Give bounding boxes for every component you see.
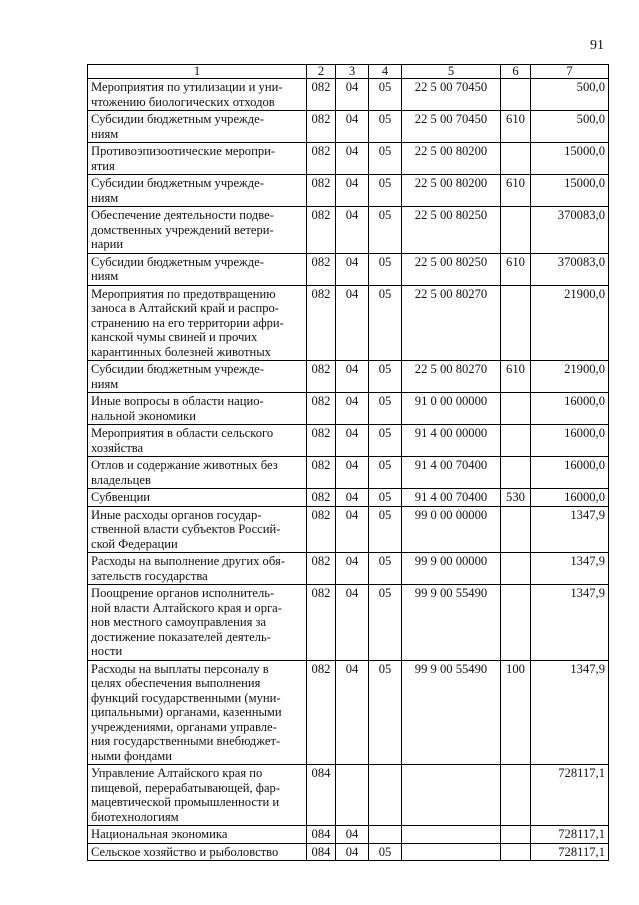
budget-table xyxy=(87,64,609,861)
row-section: 04 xyxy=(336,506,369,553)
row-expense-type: 610 xyxy=(501,361,531,393)
row-subsection xyxy=(369,765,402,826)
row-expense-type xyxy=(501,765,531,826)
row-code: 082 xyxy=(307,111,336,143)
row-target-code: 99 9 00 00000 xyxy=(402,553,501,585)
row-section: 04 xyxy=(336,175,369,207)
row-expense-type xyxy=(501,506,531,553)
row-section: 04 xyxy=(336,826,369,844)
row-amount: 16000,0 xyxy=(531,457,609,489)
row-subsection: 05 xyxy=(369,553,402,585)
table-row xyxy=(88,143,609,175)
table-row xyxy=(88,585,609,661)
row-expense-type xyxy=(501,393,531,425)
row-name: Управление Алтайского края по пищевой, перерабатывающей, фар- мацевтической промышленности и биотехнологиям xyxy=(88,765,307,826)
row-target-code: 91 4 00 00000 xyxy=(402,425,501,457)
row-name: Сельское хозяйство и рыболовство xyxy=(88,843,307,861)
row-target-code: 22 5 00 80270 xyxy=(402,361,501,393)
row-expense-type xyxy=(501,457,531,489)
table-row xyxy=(88,285,609,361)
row-code: 082 xyxy=(307,143,336,175)
row-code: 082 xyxy=(307,175,336,207)
row-name: Мероприятия по утилизации и уни- чтожению биологических отходов xyxy=(88,79,307,111)
row-subsection: 05 xyxy=(369,660,402,765)
row-name: Субсидии бюджетным учрежде- ниям xyxy=(88,175,307,207)
row-name: Расходы на выплаты персоналу в целях обеспечения выполнения функций государственными (муни- ципальными) органами, казенными учреждениями, органами управле- ния государственными внебюджет- ными фондами xyxy=(88,660,307,765)
row-expense-type xyxy=(501,843,531,861)
row-section: 04 xyxy=(336,79,369,111)
row-subsection: 05 xyxy=(369,285,402,361)
row-expense-type: 610 xyxy=(501,253,531,285)
row-amount: 21900,0 xyxy=(531,361,609,393)
column-header: 7 xyxy=(531,65,609,79)
row-name: Субвенции xyxy=(88,489,307,507)
row-code: 082 xyxy=(307,585,336,661)
row-subsection: 05 xyxy=(369,425,402,457)
table-row xyxy=(88,843,609,861)
row-expense-type: 530 xyxy=(501,489,531,507)
table-row xyxy=(88,826,609,844)
row-subsection: 05 xyxy=(369,207,402,254)
row-target-code xyxy=(402,765,501,826)
row-name: Субсидии бюджетным учрежде- ниям xyxy=(88,361,307,393)
table-row xyxy=(88,207,609,254)
row-expense-type xyxy=(501,553,531,585)
row-name: Мероприятия в области сельского хозяйства xyxy=(88,425,307,457)
page-number: 91 xyxy=(590,38,604,53)
row-name: Противоэпизоотические меропри- ятия xyxy=(88,143,307,175)
row-expense-type xyxy=(501,207,531,254)
row-code: 082 xyxy=(307,506,336,553)
row-amount: 728117,1 xyxy=(531,843,609,861)
row-expense-type xyxy=(501,826,531,844)
row-section: 04 xyxy=(336,457,369,489)
row-target-code: 22 5 00 80250 xyxy=(402,207,501,254)
row-name: Отлов и содержание животных без владельцев xyxy=(88,457,307,489)
column-header: 4 xyxy=(369,65,402,79)
row-expense-type: 610 xyxy=(501,111,531,143)
row-target-code: 22 5 00 80200 xyxy=(402,143,501,175)
row-amount: 1347,9 xyxy=(531,506,609,553)
row-amount: 16000,0 xyxy=(531,425,609,457)
row-section: 04 xyxy=(336,660,369,765)
table-row xyxy=(88,660,609,765)
row-name: Мероприятия по предотвращению заноса в Алтайский край и распро- странению на его территории афри- канской чумы свиней и прочих карантинных болезней животных xyxy=(88,285,307,361)
table-row xyxy=(88,506,609,553)
column-header: 3 xyxy=(336,65,369,79)
row-target-code: 99 9 00 55490 xyxy=(402,660,501,765)
row-amount: 21900,0 xyxy=(531,285,609,361)
row-target-code: 99 0 00 00000 xyxy=(402,506,501,553)
row-section: 04 xyxy=(336,285,369,361)
header-row xyxy=(88,65,609,79)
row-code: 082 xyxy=(307,79,336,111)
row-code: 084 xyxy=(307,843,336,861)
row-expense-type: 610 xyxy=(501,175,531,207)
row-subsection: 05 xyxy=(369,253,402,285)
row-section: 04 xyxy=(336,393,369,425)
column-header: 5 xyxy=(402,65,501,79)
row-name: Иные расходы органов государ- ственной власти субъектов Россий- ской Федерации xyxy=(88,506,307,553)
table-row xyxy=(88,111,609,143)
row-name: Субсидии бюджетным учрежде- ниям xyxy=(88,253,307,285)
row-code: 082 xyxy=(307,660,336,765)
row-subsection: 05 xyxy=(369,585,402,661)
row-name: Поощрение органов исполнитель- ной власти Алтайского края и орга- нов местного самоуправления за достижение показателей деятель- ности xyxy=(88,585,307,661)
row-subsection xyxy=(369,826,402,844)
column-header: 6 xyxy=(501,65,531,79)
row-amount: 15000,0 xyxy=(531,143,609,175)
row-name: Субсидии бюджетным учрежде- ниям xyxy=(88,111,307,143)
row-target-code xyxy=(402,826,501,844)
row-name: Обеспечение деятельности подве- домственных учреждений ветери- нарии xyxy=(88,207,307,254)
row-section: 04 xyxy=(336,207,369,254)
row-section: 04 xyxy=(336,253,369,285)
table-row xyxy=(88,393,609,425)
row-amount: 500,0 xyxy=(531,111,609,143)
row-subsection: 05 xyxy=(369,175,402,207)
row-section: 04 xyxy=(336,361,369,393)
row-amount: 728117,1 xyxy=(531,826,609,844)
row-code: 082 xyxy=(307,425,336,457)
row-target-code: 91 4 00 70400 xyxy=(402,489,501,507)
row-code: 082 xyxy=(307,207,336,254)
table-row xyxy=(88,175,609,207)
row-amount: 15000,0 xyxy=(531,175,609,207)
row-section: 04 xyxy=(336,553,369,585)
table-row xyxy=(88,457,609,489)
column-header: 1 xyxy=(88,65,307,79)
table-row xyxy=(88,765,609,826)
row-name: Расходы на выполнение других обя- зательств государства xyxy=(88,553,307,585)
row-target-code xyxy=(402,843,501,861)
column-header: 2 xyxy=(307,65,336,79)
row-section: 04 xyxy=(336,111,369,143)
row-amount: 370083,0 xyxy=(531,253,609,285)
row-amount: 1347,9 xyxy=(531,553,609,585)
row-name: Национальная экономика xyxy=(88,826,307,844)
row-code: 082 xyxy=(307,361,336,393)
row-subsection: 05 xyxy=(369,457,402,489)
row-amount: 370083,0 xyxy=(531,207,609,254)
row-expense-type xyxy=(501,425,531,457)
table-row xyxy=(88,79,609,111)
row-expense-type: 100 xyxy=(501,660,531,765)
row-amount: 16000,0 xyxy=(531,393,609,425)
row-expense-type xyxy=(501,143,531,175)
row-code: 082 xyxy=(307,457,336,489)
row-section xyxy=(336,765,369,826)
row-section: 04 xyxy=(336,489,369,507)
row-subsection: 05 xyxy=(369,843,402,861)
row-amount: 1347,9 xyxy=(531,585,609,661)
row-target-code: 22 5 00 80250 xyxy=(402,253,501,285)
row-section: 04 xyxy=(336,585,369,661)
row-section: 04 xyxy=(336,843,369,861)
table-row xyxy=(88,361,609,393)
row-code: 082 xyxy=(307,285,336,361)
row-target-code: 91 0 00 00000 xyxy=(402,393,501,425)
row-subsection: 05 xyxy=(369,79,402,111)
row-code: 082 xyxy=(307,253,336,285)
row-expense-type xyxy=(501,285,531,361)
row-code: 082 xyxy=(307,393,336,425)
row-target-code: 22 5 00 70450 xyxy=(402,79,501,111)
row-subsection: 05 xyxy=(369,506,402,553)
row-code: 082 xyxy=(307,553,336,585)
table-row xyxy=(88,489,609,507)
row-subsection: 05 xyxy=(369,111,402,143)
row-subsection: 05 xyxy=(369,143,402,175)
row-code: 084 xyxy=(307,826,336,844)
table-row xyxy=(88,253,609,285)
row-subsection: 05 xyxy=(369,393,402,425)
row-expense-type xyxy=(501,585,531,661)
row-target-code: 22 5 00 80270 xyxy=(402,285,501,361)
row-target-code: 91 4 00 70400 xyxy=(402,457,501,489)
row-amount: 16000,0 xyxy=(531,489,609,507)
table-row xyxy=(88,425,609,457)
row-name: Иные вопросы в области нацио- нальной экономики xyxy=(88,393,307,425)
row-section: 04 xyxy=(336,143,369,175)
row-target-code: 22 5 00 70450 xyxy=(402,111,501,143)
row-target-code: 22 5 00 80200 xyxy=(402,175,501,207)
row-code: 084 xyxy=(307,765,336,826)
row-expense-type xyxy=(501,79,531,111)
row-amount: 1347,9 xyxy=(531,660,609,765)
row-subsection: 05 xyxy=(369,361,402,393)
row-target-code: 99 9 00 55490 xyxy=(402,585,501,661)
table-row xyxy=(88,553,609,585)
row-amount: 728117,1 xyxy=(531,765,609,826)
row-section: 04 xyxy=(336,425,369,457)
row-code: 082 xyxy=(307,489,336,507)
row-subsection: 05 xyxy=(369,489,402,507)
row-amount: 500,0 xyxy=(531,79,609,111)
